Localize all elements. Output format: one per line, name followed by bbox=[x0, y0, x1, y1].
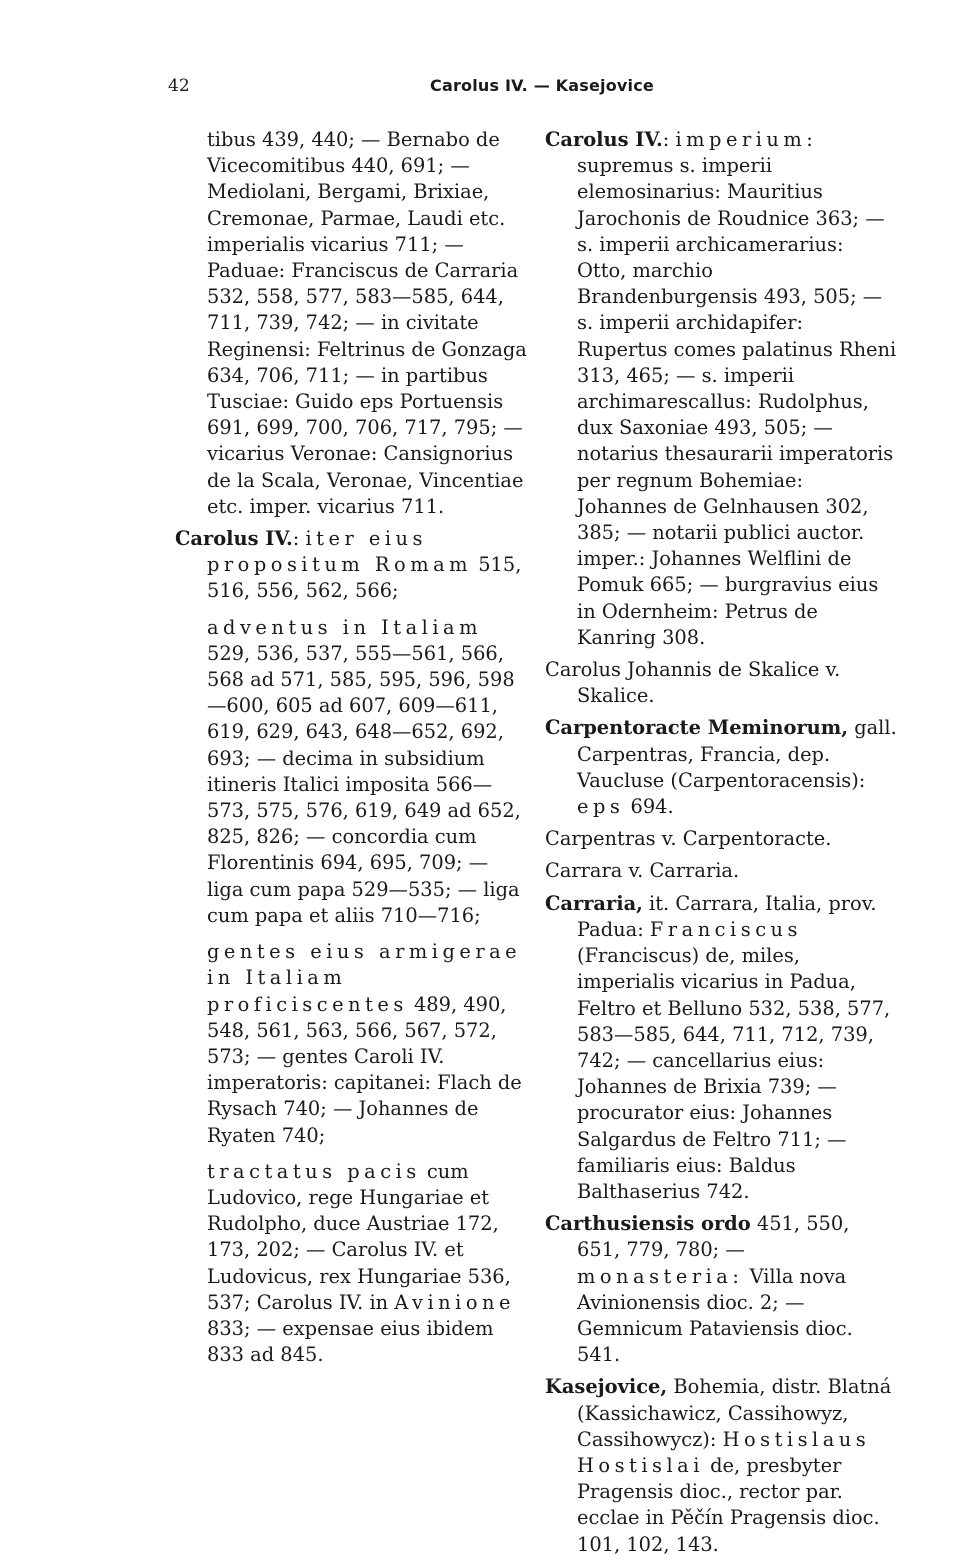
index-entry-carpentras bbox=[545, 826, 897, 852]
entry-text: Bohemia, distr. Blatná (Kassichawicz, Cassihowyz, Cassihowycz): bbox=[577, 1375, 892, 1451]
index-entry-carolus-imperium bbox=[545, 127, 897, 651]
entry-text: (Franciscus) de, miles, imperialis vicarius in Padua, Feltro et Belluno 532, 538, 577, 583—585, 644, 711, 712, 739, 742; — cancellarius eius: Johannes de Brixia 739; — procurator eius: Johannes Salgardus de Feltro 711; — familiaris eius: Baldus Balthaserius 742. bbox=[577, 944, 891, 1203]
spaced-subheading: Avinione bbox=[394, 1290, 516, 1314]
subentry-gentes bbox=[175, 939, 528, 1149]
entry-text: Carpentras v. Carpentoracte. bbox=[545, 827, 832, 851]
entry-text: de, presbyter Pragensis dioc., rector par. ecclae in Pěčín Pragensis dioc. 101, 102, 143. bbox=[577, 1453, 880, 1556]
spaced-subheading: monasteria: bbox=[577, 1264, 744, 1288]
entry-text: it. Carrara, Italia, prov. Padua: bbox=[577, 891, 877, 941]
right-column bbox=[545, 127, 897, 1564]
entry-text: 515, 516, 556, 562, 566; bbox=[207, 553, 522, 603]
index-entry-carolus-iter bbox=[175, 526, 528, 605]
page-number: 42 bbox=[168, 76, 190, 96]
entry-headword: Carthusiensis ordo bbox=[545, 1212, 751, 1236]
spaced-subheading: gentes eius armigerae in Italiam proficiscentes bbox=[207, 940, 522, 1016]
entry-text: 489, 490, 548, 561, 563, 566, 567, 572, 573; — gentes Caroli IV. imperatoris: capitanei: Flach de Rysach 740; — Johannes de Ryaten 740; bbox=[207, 992, 522, 1147]
spaced-subheading: eps bbox=[577, 795, 625, 819]
entry-text: Carrara v. Carraria. bbox=[545, 859, 740, 883]
entry-text: 833; — expensae eius ibidem 833 ad 845. bbox=[207, 1316, 494, 1367]
entry-separator: : bbox=[292, 527, 306, 551]
index-entry-kasejovice bbox=[545, 1374, 897, 1557]
subentry-tractatus bbox=[175, 1159, 528, 1369]
entry-text: tibus 439, 440; — Bernabo de Vicecomitibus 440, 691; — Mediolani, Bergami, Brixiae, Cremonae, Parmae, Laudi etc. imperialis vicarius 711; — Paduae: Franciscus de Carraria 532, 558, 577, 583—585, 644, 711, 739, 742; — in civitate Reginensi: Feltrinus de Gonzaga 634, 706, 711; — in partibus Tusciae: Guido eps Portuensis 691, 699, 700, 706, 717, 795; — vicarius Veronae: Cansignorius de la Scala, Veronae, Vincentiae etc. imper. vicarius 711. bbox=[207, 128, 527, 518]
entry-text: cum Ludovico, rege Hungariae et Rudolpho, duce Austriae 172, 173, 202; — Carolus IV. et Ludovicus, rex Hungariae 536, 537; Carolus IV. in bbox=[207, 1159, 511, 1314]
entry-headword: Carolus IV. bbox=[545, 128, 663, 151]
spaced-subheading: imperium: bbox=[675, 128, 818, 151]
entry-text: 529, 536, 537, 555—561, 566, 568 ad 571, 585, 595, 596, 598—600, 605 ad 607, 609—611, 619, 629, 643, 648—652, 692, 693; — decima in subsidium itineris Italici imposita 566—573, 575, 576, 619, 649 ad 652, 825, 826; — concordia cum Florentinis 694, 695, 709; — liga cum papa 529—535; — liga cum papa et aliis 710—716; bbox=[207, 641, 521, 927]
continued-entry-text bbox=[175, 127, 528, 520]
entry-separator: : bbox=[662, 128, 676, 151]
entry-text: Carolus Johannis de Skalice v. Skalice. bbox=[545, 658, 841, 708]
index-entry-carpentoracte bbox=[545, 715, 897, 820]
index-entry-carrara bbox=[545, 858, 897, 884]
left-column bbox=[175, 127, 528, 1374]
entry-text: 694. bbox=[624, 795, 674, 819]
spaced-subheading: Hostislaus Hostislai bbox=[577, 1427, 871, 1477]
spaced-subheading: tractatus pacis bbox=[207, 1159, 421, 1183]
spaced-subheading: Franciscus bbox=[649, 917, 802, 941]
subentry-adventus bbox=[175, 615, 528, 929]
entry-headword: Carolus IV. bbox=[175, 527, 293, 551]
running-head: Carolus IV. — Kasejovice bbox=[430, 76, 654, 95]
entry-text: Villa nova Avinionensis dioc. 2; — Gemnicum Pataviensis dioc. 541. bbox=[577, 1264, 853, 1367]
spaced-subheading: iter eius propositum Romam bbox=[207, 527, 473, 577]
entry-text: gall. Carpentras, Francia, dep. Vaucluse (Carpentoracensis): bbox=[577, 716, 897, 792]
index-entry-carolus-johannis bbox=[545, 657, 897, 709]
entry-headword: Carpentoracte Meminorum, bbox=[545, 716, 849, 740]
spaced-subheading: adventus in Italiam bbox=[207, 615, 483, 639]
entry-headword: Carraria, bbox=[545, 891, 643, 915]
index-entry-carthusiensis bbox=[545, 1211, 897, 1368]
entry-text: 451, 550, 651, 779, 780; — bbox=[577, 1212, 850, 1262]
entry-headword: Kasejovice, bbox=[545, 1375, 668, 1399]
index-entry-carraria bbox=[545, 891, 897, 1205]
entry-text: supremus s. imperii elemosinarius: Mauritius Jarochonis de Roudnice 363; — s. imperii archicamerarius: Otto, marchio Brandenburgensis 493, 505; — s. imperii archidapifer: Rupertus comes palatinus Rheni 313, 465; — s. imperii archimarescallus: Rudolphus, dux Saxoniae 493, 505; — notarius thesaurarii imperatoris per regnum Bohemiae: Johannes de Gelnhausen 302, 385; — notarii publici auctor. imper.: Johannes Welflini de Pomuk 665; — burgravius eius in Odernheim: Petrus de Kanring 308. bbox=[577, 154, 897, 649]
